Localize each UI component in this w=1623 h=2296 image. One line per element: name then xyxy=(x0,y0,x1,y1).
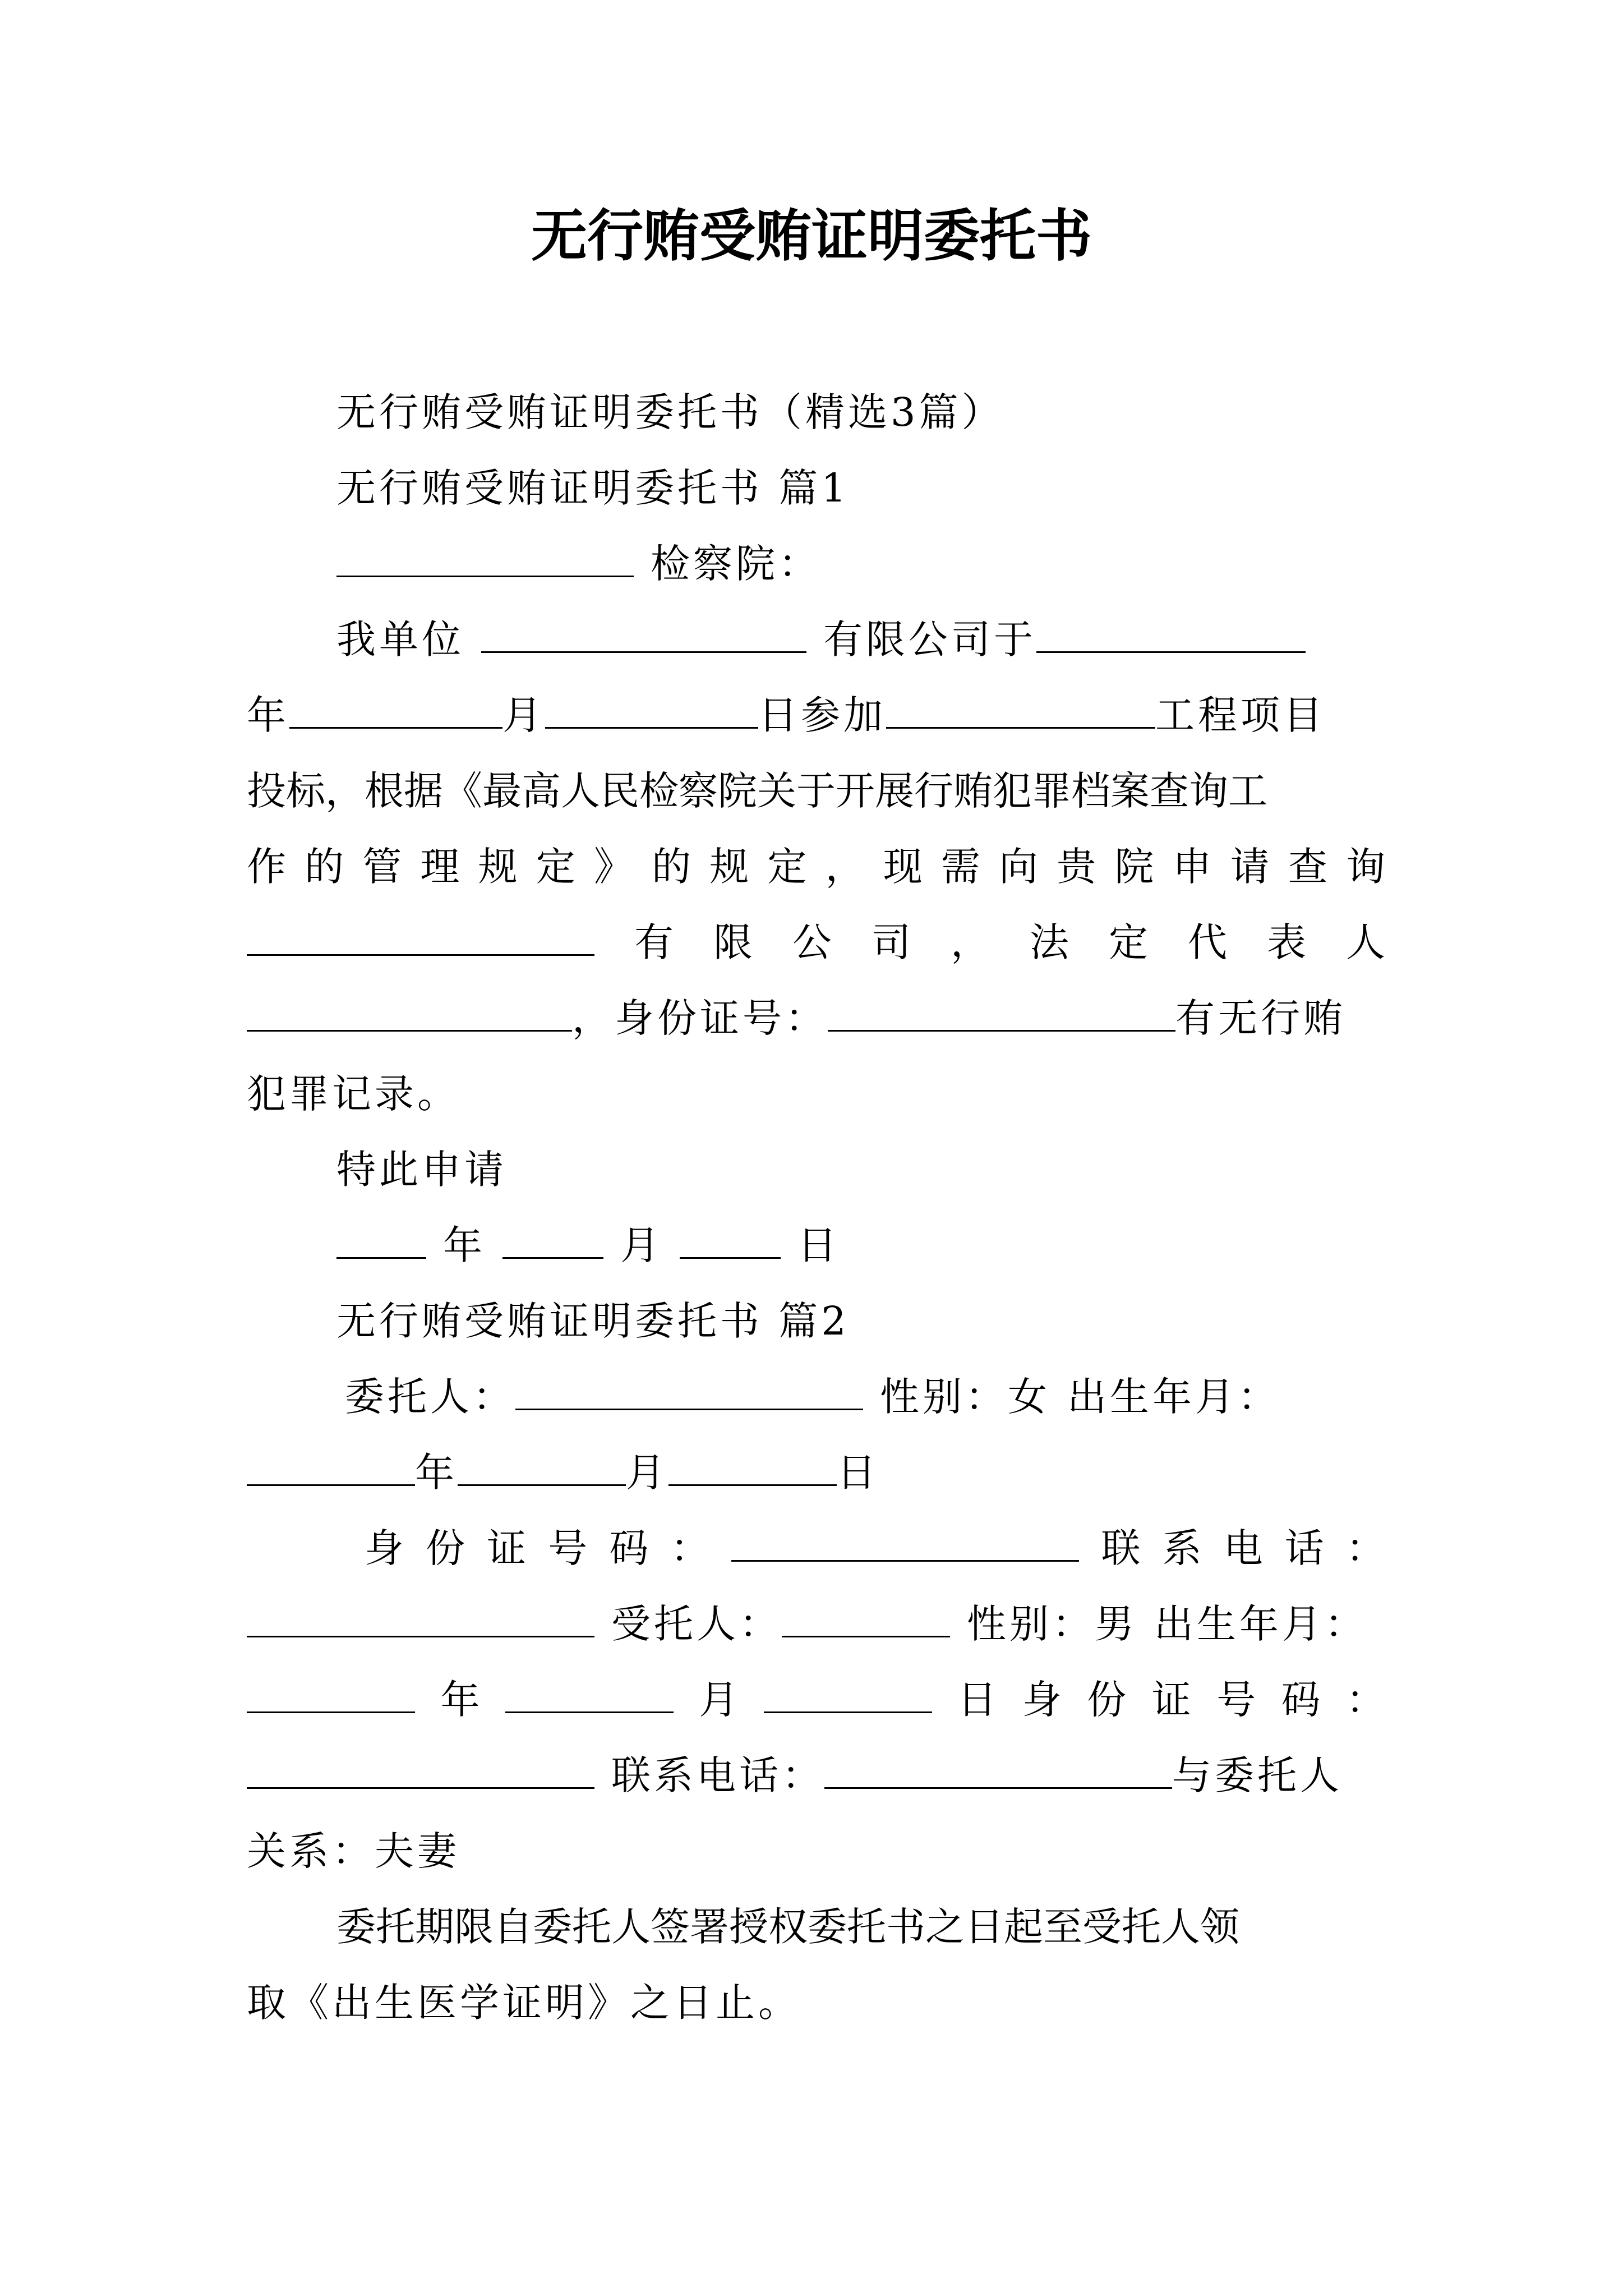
blank-principal-phone[interactable] xyxy=(247,1600,594,1637)
p2-line-2: 年 月 日 xyxy=(247,1444,879,1501)
p2-line-9: 取《出生医学证明》之日止。 xyxy=(247,1980,801,2026)
blank-agent-phone[interactable] xyxy=(824,1751,1172,1789)
p1-line-4: 作 的 管 理 规 定 》 的 规 定 ， 现 需 向 贵 院 申 请 查 询 xyxy=(247,844,1385,890)
blank-year[interactable] xyxy=(1036,615,1306,653)
p2-line-4: 受托人： 性别：男 出生年月： xyxy=(247,1596,1367,1652)
date-line: 年 月 日 xyxy=(336,1217,840,1273)
document-title: 无行贿受贿证明委托书 xyxy=(531,203,1092,269)
blank-company[interactable] xyxy=(247,918,594,956)
blank-day[interactable] xyxy=(545,691,758,729)
p1-line-5: 有 限 公 司 ， 法 定 代 表 人 xyxy=(247,914,1385,970)
blank-principal-id[interactable] xyxy=(731,1524,1079,1562)
blank-birth-year[interactable] xyxy=(247,1448,415,1486)
blank-birth-day[interactable] xyxy=(668,1448,837,1486)
blank-date-month[interactable] xyxy=(502,1221,603,1259)
p1-line-2: 年 月 日参加 工程项目 xyxy=(247,692,1326,738)
section-1-heading: 无行贿受贿证明委托书 篇1 xyxy=(336,465,850,511)
blank-date-day[interactable] xyxy=(680,1221,781,1259)
p2-line-7: 关系：夫妻 xyxy=(247,1828,460,1874)
blank-date-year[interactable] xyxy=(336,1221,426,1259)
blank-procuratorate[interactable] xyxy=(336,540,634,577)
blank-agent-birth-day[interactable] xyxy=(764,1676,932,1713)
blank-legal-rep[interactable] xyxy=(247,994,572,1032)
p2-line-6: 联系电话： 与委托人 xyxy=(247,1747,1343,1803)
p2-line-3: 身 份 证 号 码 ： 联 系 电 话 ： xyxy=(365,1525,1385,1571)
p1-line-7: 犯罪记录。 xyxy=(247,1071,460,1117)
blank-agent-birth-year[interactable] xyxy=(247,1676,415,1713)
p1-line-1: 我单位 有限公司于 xyxy=(336,611,1306,668)
blank-project[interactable] xyxy=(886,691,1155,729)
blank-company-name[interactable] xyxy=(481,615,806,653)
section-2-heading: 无行贿受贿证明委托书 篇2 xyxy=(336,1298,850,1344)
p1-line-6: ，身份证号： 有无行贿 xyxy=(247,990,1346,1046)
blank-birth-month[interactable] xyxy=(458,1448,626,1486)
addressee-line: 检察院： xyxy=(336,536,821,592)
closing-text: 特此申请 xyxy=(336,1147,507,1193)
blank-month[interactable] xyxy=(289,691,502,729)
blank-agent-birth-month[interactable] xyxy=(505,1676,674,1713)
blank-agent-id[interactable] xyxy=(247,1751,594,1789)
p1-line-3: 投标，根据《最高人民检察院关于开展行贿犯罪档案查询工 xyxy=(247,768,1267,814)
blank-id-number[interactable] xyxy=(828,994,1175,1032)
p2-line-5: 年 月 日 身 份 证 号 码 ： xyxy=(247,1672,1385,1728)
blank-principal[interactable] xyxy=(515,1373,863,1410)
subtitle: 无行贿受贿证明委托书（精选3篇） xyxy=(336,389,1004,435)
blank-agent[interactable] xyxy=(782,1600,950,1637)
p2-line-1: 委托人： 性别：女 出生年月： xyxy=(345,1374,1280,1420)
p2-line-8: 委托期限自委托人签署授权委托书之日起至受托人领 xyxy=(336,1904,1239,1950)
